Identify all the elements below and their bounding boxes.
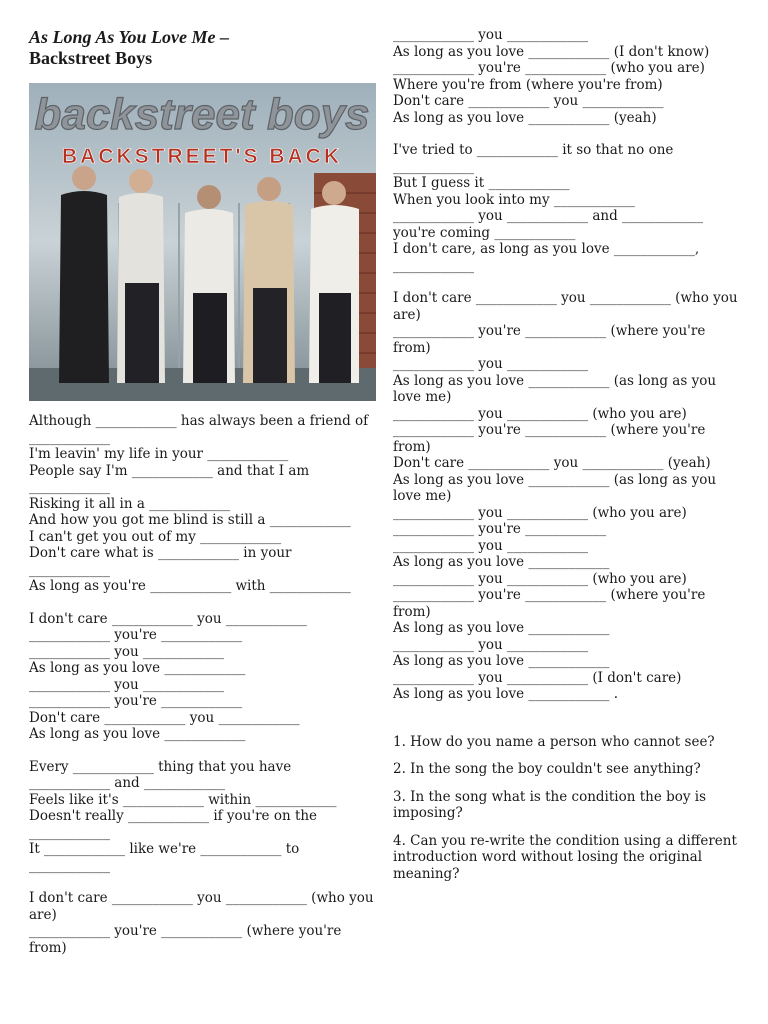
title-song: As Long As You Love Me –: [29, 27, 230, 47]
right-column: [393, 27, 745, 882]
stanza-gap: [29, 743, 376, 759]
lyric-line: Feels like it's ____________ within ____________: [29, 791, 337, 808]
question-1: 1. How do you name a person who cannot see?: [393, 733, 715, 750]
album-cover: [29, 83, 376, 401]
band-logo-text: backstreet boys: [34, 90, 370, 139]
stanza-gap: [29, 595, 376, 611]
lyric-line: ____________ you ____________ (I don't care): [393, 669, 682, 686]
lyric-line: ____________ you ____________: [29, 676, 225, 693]
left-column: [29, 27, 376, 956]
lyric-line: Don't care what is ____________ in your ____________: [29, 545, 292, 578]
lyric-line: As long as you love ____________: [393, 554, 610, 570]
lyric-line: ____________ you ____________: [393, 27, 589, 43]
lyric-line: But I guess it ____________: [393, 175, 570, 191]
lyric-line: ____________ you're ____________ (where you're from): [393, 587, 706, 620]
lyric-line: As long as you love ____________ .: [393, 686, 618, 702]
lyric-line: I'm leavin' my life in your ____________: [29, 446, 289, 462]
title-artist: Backstreet Boys: [29, 48, 153, 68]
lyric-line: As long as you love ____________ (as long as you love me): [393, 372, 717, 405]
section-gap: [393, 703, 745, 723]
lyric-line: I've tried to ____________ it so that no one ____________: [393, 142, 674, 175]
lyric-line: As long as you love ____________: [29, 726, 246, 742]
lyric-line: ____________ you ____________ (who you are): [393, 405, 687, 422]
lyric-line: Risking it all in a ____________: [29, 495, 231, 512]
lyric-line: I don't care, as long as you love ____________, ____________: [393, 241, 700, 274]
worksheet-title: [29, 27, 376, 69]
lyric-line: When you look into my ____________: [393, 191, 635, 208]
lyric-line: ____________ you're ____________: [29, 693, 243, 709]
right-lyrics: [393, 27, 745, 703]
question-2: 2. In the song the boy couldn't see anything?: [393, 761, 701, 777]
lyric-line: ____________ you're ____________ (where you're from): [393, 323, 706, 356]
questions-list: [393, 734, 745, 883]
lyric-line: Don't care ____________ you ____________: [393, 93, 664, 109]
lyric-line: As long as you love ____________ (I don't know): [393, 43, 710, 60]
lyric-line: ____________ you ____________: [393, 636, 589, 653]
stanza-gap: [393, 274, 745, 290]
left-lyrics: [29, 413, 376, 956]
lyric-line: ____________ you're ____________: [29, 627, 243, 643]
lyric-line: ____________ you ____________ and ____________ you're coming ____________: [393, 208, 703, 241]
lyric-line: Don't care ____________ you ____________ (yeah): [393, 455, 711, 471]
lyric-line: It ____________ like we're ____________ to ____________: [29, 841, 300, 874]
album-cover-art: [29, 83, 376, 401]
lyric-line: And how you got me blind is still a ____________: [29, 512, 351, 528]
lyric-line: ____________ you're ____________ (where you're from): [29, 923, 342, 956]
lyric-line: ____________ you ____________ (who you are): [393, 570, 687, 587]
question-3: 3. In the song what is the condition the boy is imposing?: [393, 788, 707, 821]
lyric-line: Every ____________ thing that you have ____________ and ____________: [29, 758, 292, 791]
lyric-line: Don't care ____________ you ____________: [29, 709, 300, 726]
stanza-gap: [29, 874, 376, 890]
lyric-line: Doesn't really ____________ if you're on the ____________: [29, 808, 318, 841]
lyric-line: As long as you love ____________: [393, 653, 610, 669]
lyric-line: I don't care ____________ you ____________ (who you are): [29, 890, 374, 923]
lyric-line: Although ____________ has always been a friend of ____________: [29, 413, 369, 446]
lyric-line: Where you're from (where you're from): [393, 76, 663, 93]
lyric-line: ____________ you're ____________: [393, 521, 607, 537]
lyric-line: As long as you love ____________: [393, 620, 610, 636]
lyric-line: I don't care ____________ you ____________: [29, 610, 307, 627]
lyric-line: People say I'm ____________ and that I am ____________: [29, 462, 310, 495]
stanza-gap: [393, 126, 745, 142]
lyric-line: As long as you're ____________ with ____________: [29, 578, 351, 594]
lyric-line: ____________ you ____________: [393, 537, 589, 554]
album-name-text: BACKSTREET'S BACK: [61, 145, 343, 168]
lyric-line: ____________ you ____________ (who you are): [393, 504, 687, 521]
lyric-line: As long as you love ____________ (yeah): [393, 109, 657, 126]
question-4: 4. Can you re-write the condition using a different introduction word without losing the original meaning?: [393, 832, 737, 882]
lyric-line: As long as you love ____________ (as long as you love me): [393, 471, 717, 504]
lyric-line: I don't care ____________ you ____________ (who you are): [393, 290, 738, 323]
lyric-line: I can't get you out of my ____________: [29, 528, 282, 545]
lyric-line: As long as you love ____________: [29, 660, 246, 676]
lyric-line: ____________ you're ____________ (where you're from): [393, 422, 706, 455]
lyric-line: ____________ you're ____________ (who you are): [393, 60, 705, 76]
lyric-line: ____________ you ____________: [29, 643, 225, 660]
lyric-line: ____________ you ____________: [393, 356, 589, 372]
